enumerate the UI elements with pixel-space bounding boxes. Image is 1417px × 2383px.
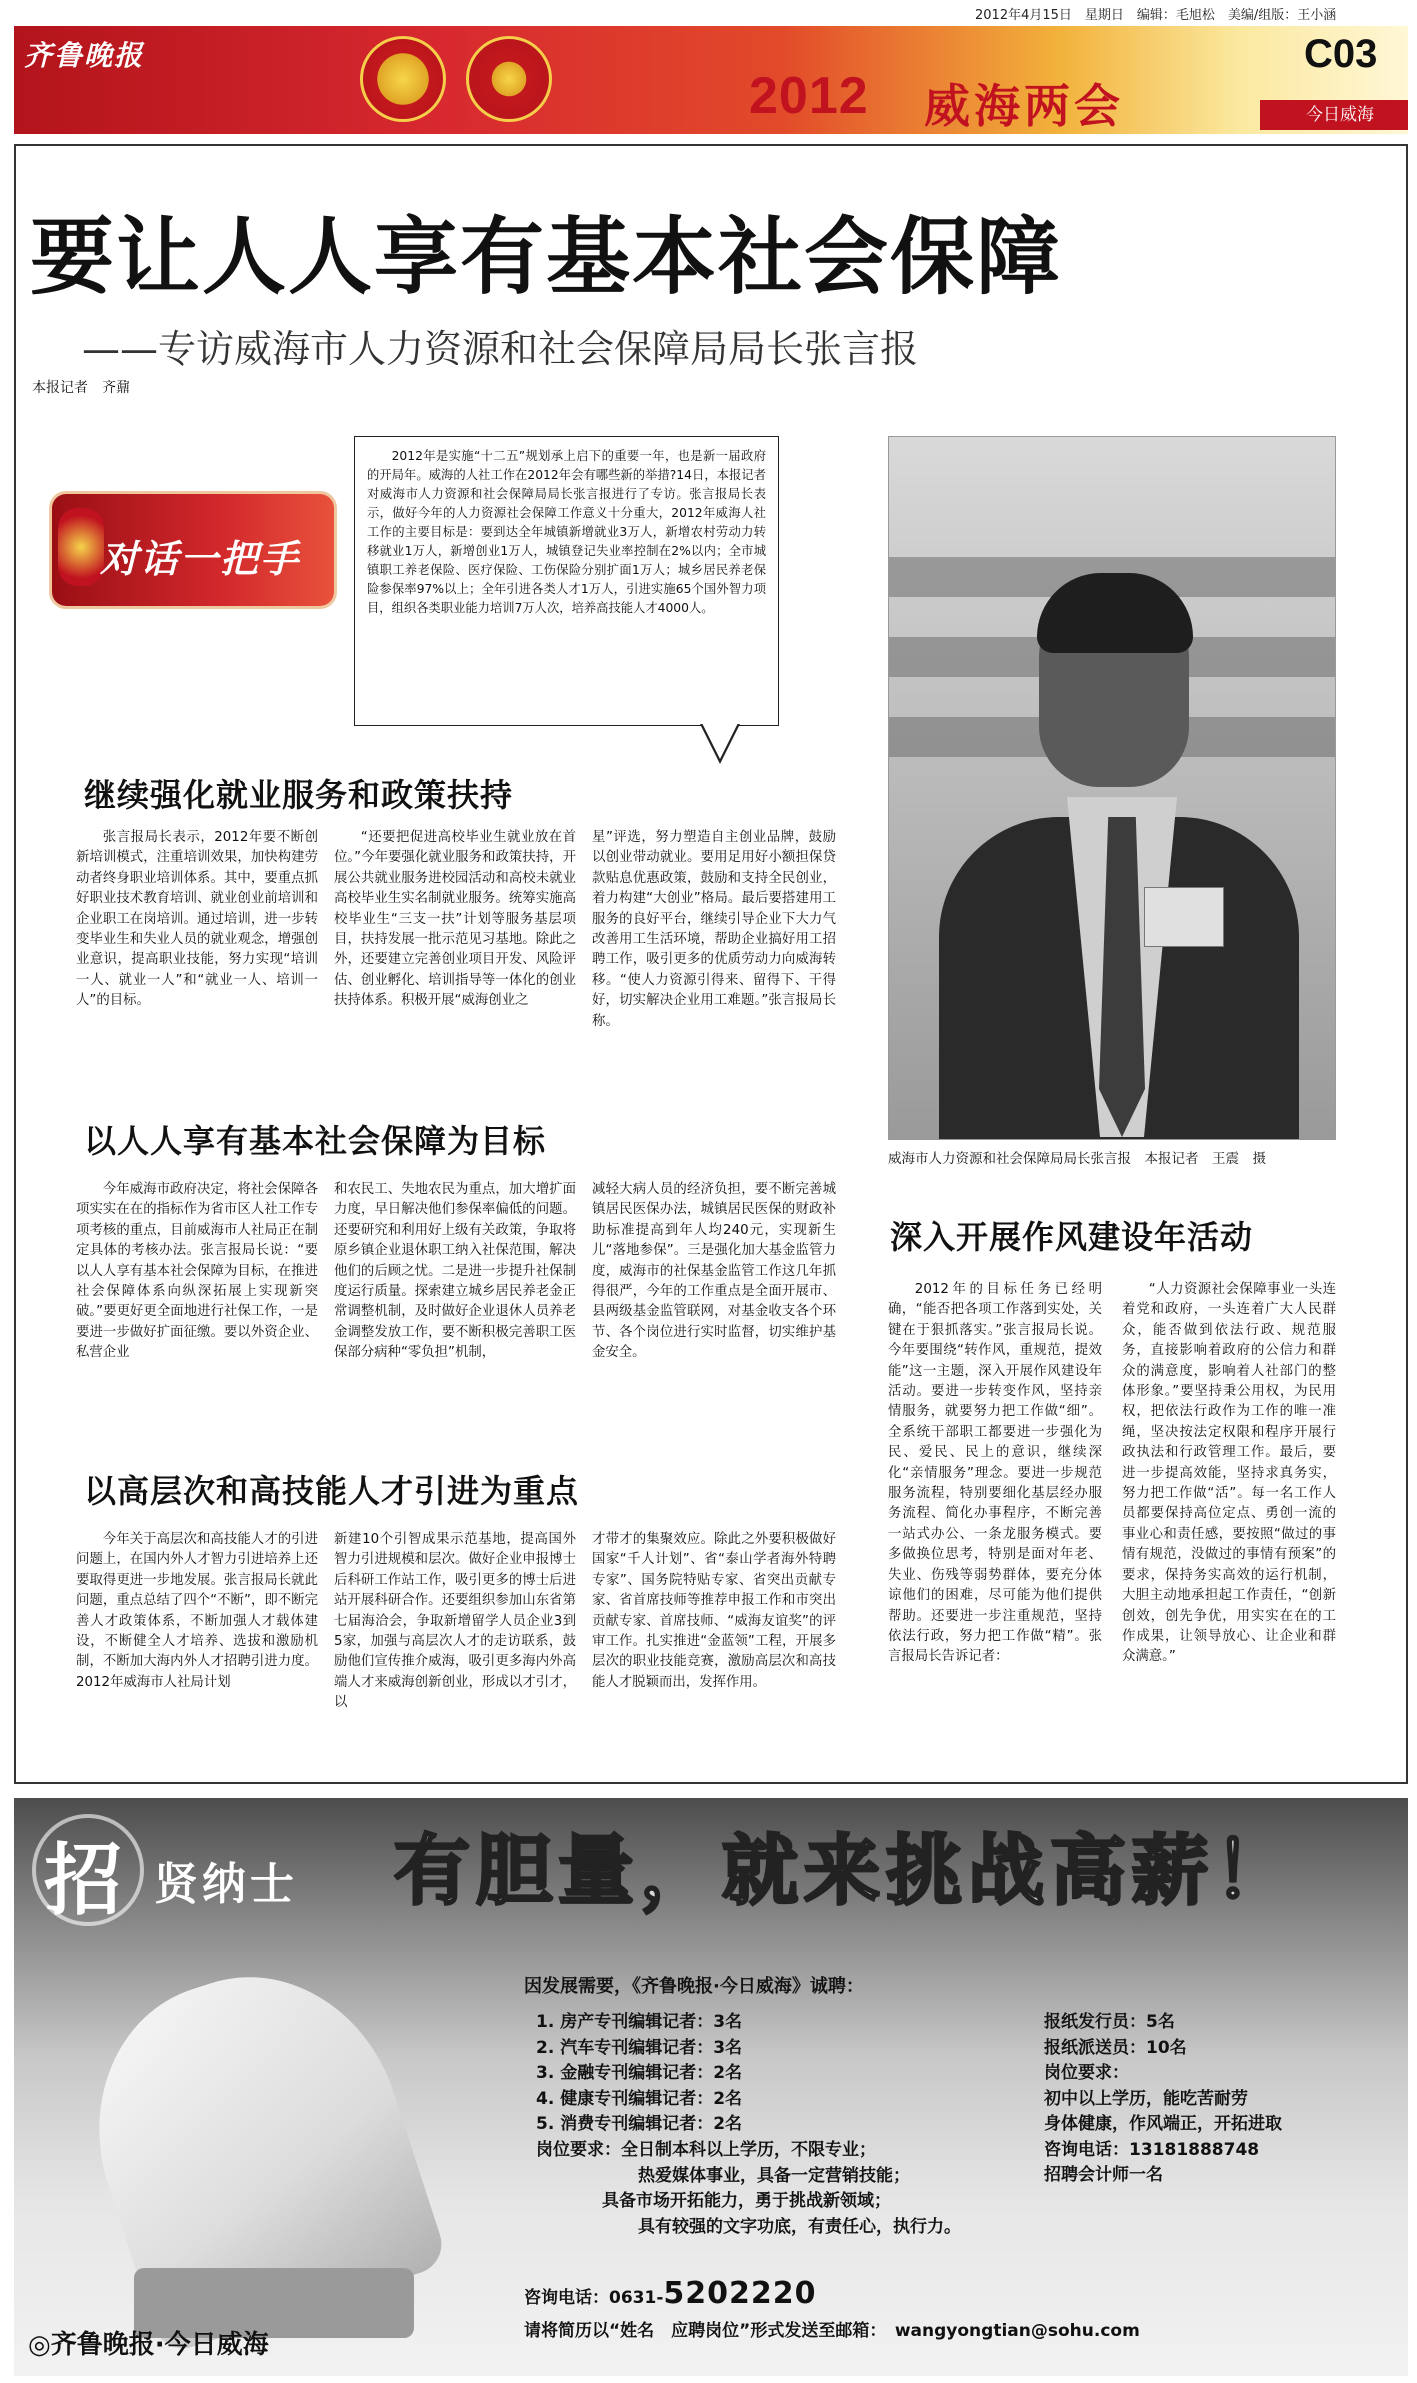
position-item: 3. 金融专刊编辑记者：2名 xyxy=(536,2063,743,2083)
lead-box: 2012年是实施“十二五”规划承上启下的重要一年，也是新一届政府的开局年。威海的人社工作在2012年会有哪些新的举措?14日，本报记者对威海市人力资源和社会保障局局长张言报进行了专访。张言报局长表示，做好今年的人力资源社会保障工作意义十分重大，2012年威海人社工作的主要目标是：要到达全年城镇新增就业3万人，新增农村劳动力转移就业1万人，新增创业1万人，城镇登记失业率控制在2%以内；全市城镇职工养老保险、医疗保险、工伤保险分别扩面1万人；城乡居民养老保险参保率97%以上；全年引进各类人才1万人，引进实施65个国外智力项目，组织各类职业能力培训7万人次，培养高技能人才4000人。 xyxy=(354,436,779,726)
byline: 本报记者 齐鼐 xyxy=(32,380,130,396)
position-item: 1. 房产专刊编辑记者：3名 xyxy=(536,2012,743,2032)
subheadline: ——专访威海市人力资源和社会保障局局长张言报 xyxy=(82,327,919,371)
photo-caption: 威海市人力资源和社会保障局局长张言报 本报记者 王震 摄 xyxy=(888,1151,1266,1167)
contact-email: 请将简历以“姓名 应聘岗位”形式发送至邮箱： wangyongtian@sohu.com xyxy=(524,2321,1140,2341)
section-heading: 继续强化就业服务和政策扶持 xyxy=(84,776,514,814)
requirements-label: 岗位要求： xyxy=(536,2140,621,2160)
footer-logo xyxy=(28,2324,269,2361)
article-column: 才带才的集聚效应。除此之外要积极做好国家“千人计划”、省“泰山学者海外特聘专家”、国务院特贴专家、省突出贡献专家、省首席技师等推荐申报工作和市突出贡献专家、首席技师、“威海友谊奖”的评审工作。扎实推进“金蓝领”工程，开展多层次的职业技能竞赛，激励高层次和高技能人才脱颖而出，发挥作用。 xyxy=(592,1532,836,1690)
headline: 要让人人享有基本社会保障 xyxy=(30,208,1063,306)
section-heading: 以人人享有基本社会保障为目标 xyxy=(84,1122,547,1160)
contact-phone xyxy=(524,2276,817,2311)
distribution-item: 招聘会计师一名 xyxy=(1044,2165,1163,2185)
footer-logo-icon: ◎ xyxy=(28,2330,51,2360)
requirement-item: 热爱媒体事业，具备一定营销技能； xyxy=(638,2165,910,2186)
requirement-item: 具备市场开拓能力，勇于挑战新领域； xyxy=(602,2191,891,2211)
distribution-item: 报纸发行员：5名 xyxy=(1044,2012,1175,2032)
speech-bubble-tail-fill xyxy=(702,723,738,759)
page-banner xyxy=(14,26,1408,134)
ad-intro: 因发展需要，《齐鲁晚报·今日威海》诚聘： xyxy=(524,1976,864,1997)
article-column: 2012年的目标任务已经明确，“能否把各项工作落到实处，关键在于狠抓落实。”张言报局长说。今年要围绕“转作风，重规范，提效能”这一主题，深入开展作风建设年活动。要进一步转变作风，坚持亲情服务，就要努力把工作做“细”。全系统干部职工都要进一步强化为民、爱民、民上的意识，继续深化“亲情服务”理念。要进一步规范服务流程，特别要细化基层经办服务流程、简化办事程序，不断完善一站式办公、一条龙服务模式。要多做换位思考，特别是面对年老、失业、伤残等弱势群体，要充分体谅他们的困难，尽可能为他们提供帮助。还要进一步注重规范，坚持依法行政，努力把工作做“精”。张言报局长告诉记者： xyxy=(888,1282,1102,1665)
distribution-item: 身体健康，作风端正，开拓进取 xyxy=(1044,2114,1282,2134)
national-emblem-icon xyxy=(360,36,446,122)
article-column: “还要把促进高校毕业生就业放在首位。”今年要强化就业服务和政策扶持，开展公共就业服务进校园活动和高校未就业高校毕业生实名制就业服务。统筹实施高校毕业生“三支一扶”计划等服务基层项目，扶持发展一批示范见习基地。除此之外，还要建立完善创业项目开发、风险评估、创业孵化、培训指导等一体化的创业扶持体系。积极开展“威海创业之 xyxy=(334,830,576,1009)
requirement-item: 全日制本科以上学历，不限专业； xyxy=(621,2140,876,2160)
distribution-item: 岗位要求： xyxy=(1044,2063,1129,2083)
page-meta: 2012年4月15日 星期日 编辑：毛旭松 美编/组版：王小涵 xyxy=(975,8,1337,23)
article-column: 和农民工、失地农民为重点，加大增扩面力度，早日解决他们参保率偏低的问题。还要研究和利用好上级有关政策，争取将原乡镇企业退休职工纳入社保范围，解决他们的后顾之忧。二是进一步提升社保制度运行质量。探索建立城乡居民养老金正常调整机制，及时做好企业退休人员养老金调整发放工作，要不断积极完善职工医保部分病种“零负担”机制， xyxy=(334,1182,576,1361)
banner-year: 2012 xyxy=(749,67,869,125)
ad-slogan: 有胆量，就来挑战高薪！ xyxy=(394,1826,1296,1915)
distribution-positions xyxy=(1044,2010,1282,2189)
article-column: 今年关于高层次和高技能人才的引进问题上，在国内外人才智力引进培养上还要取得更进一步地发展。张言报局长就此问题，重点总结了四个“不断”，即不断完善人才政策体系，不断加强人才载体建设，不断健全人才培养、选拔和激励机制，不断加大海内外人才招聘引进力度。2012年威海市人社局计划 xyxy=(76,1532,318,1690)
emblem-icon xyxy=(58,508,104,586)
article-column: 星”评选，努力塑造自主创业品牌，鼓励以创业带动就业。要用足用好小额担保贷款贴息优惠政策，鼓励和支持全民创业，着力构建“大创业”格局。最后要搭建用工服务的良好平台，继续引导企业下大力气改善用工生活环境，帮助企业搞好用工招聘工作，吸引更多的优质劳动力向威海转移。“使人力资源引得来、留得下、干得好，切实解决企业用工难题。”张言报局长称。 xyxy=(592,830,836,1029)
ad-title: 贤纳士 xyxy=(154,1859,298,1910)
recruitment-ad xyxy=(14,1798,1408,2376)
section-heading: 深入开展作风建设年活动 xyxy=(890,1218,1254,1256)
distribution-item: 初中以上学历，能吃苦耐劳 xyxy=(1044,2088,1248,2109)
paper-logo: 齐鲁晚报 xyxy=(24,39,145,72)
cppcc-emblem-icon xyxy=(466,36,552,122)
position-item: 4. 健康专刊编辑记者：2名 xyxy=(536,2088,743,2109)
article-column: 张言报局长表示，2012年要不断创新培训模式，注重培训效果，加快构建劳动者终身职业培训体系。其中，要重点抓好职业技术教育培训、就业创业前培训和企业职工在岗培训。通过培训，进一步转变毕业生和失业人员的就业观念，增强创业意识，提高职业技能，努力实现“培训一人、就业一人”和“就业一人、培训一人”的目标。 xyxy=(76,830,318,1009)
position-item: 2. 汽车专刊编辑记者：3名 xyxy=(536,2037,743,2058)
section-heading: 以高层次和高技能人才引进为重点 xyxy=(84,1472,580,1510)
position-item: 5. 消费专刊编辑记者：2名 xyxy=(536,2114,743,2134)
distribution-item: 咨询电话：13181888748 xyxy=(1044,2139,1260,2160)
banner-title: 威海两会 xyxy=(924,79,1124,133)
portrait-photo xyxy=(888,436,1336,1140)
position-list xyxy=(536,2010,742,2138)
distribution-item: 报纸派送员：10名 xyxy=(1044,2037,1187,2058)
page-code: C03 xyxy=(1304,32,1378,76)
requirements xyxy=(536,2138,961,2240)
ad-zhao-char: 招 xyxy=(44,1835,123,1926)
article-column: 减轻大病人员的经济负担，要不断完善城镇居民医保办法，城镇居民医保的财政补助标准提高到年人均240元，实现新生儿“落地参保”。三是强化加大基金监管力度，威海市的社保基金监管工作这几年抓得很严，今年的工作重点是全面开展市、县两级基金监管联网，对基金收支各个环节、各个岗位进行实时监督，切实维护基金安全。 xyxy=(592,1182,836,1361)
article-column: “人力资源社会保障事业一头连着党和政府，一头连着广大人民群众，能否做到依法行政、规范服务，直接影响着政府的公信力和群众的满意度，影响着人社部门的整体形象。”要坚持秉公用权，为民用权，把依法行政作为工作的唯一准绳，坚决按法定权限和程序开展行政执法和行政管理工作。最后，要进一步提高效能，坚持求真务实，努力把工作做“活”。每一名工作人员都要保持高位定点、勇创一流的事业心和责任感，要按照“做过的事情有规范，没做过的事情有预案”的要求，保持务实高效的运行机制，大胆主动地承担起工作责任，“创新创效，创先争优，用实实在在的工作成果，让领导放心、让企业和群众满意。” xyxy=(1122,1282,1336,1665)
section-tag: 今日威海 xyxy=(1260,100,1408,130)
phone-number: 5202220 xyxy=(663,2276,817,2311)
column-logo-text: 对话一把手 xyxy=(100,537,301,581)
article-column: 新建10个引智成果示范基地，提高国外智力引进规模和层次。做好企业申报博士后科研工作站工作，吸引更多的博士后进站开展科研合作。还要组织参加山东省第七届海洽会，争取新增留学人员企业3到5家，加强与高层次人才的走访联系，鼓励他们宣传推介威海，吸引更多海内外高端人才来威海创新创业，形成以才引才，以 xyxy=(334,1532,576,1711)
footer-logo-sub: ·今日威海 xyxy=(154,2330,269,2360)
footer-logo-text: 齐鲁晚报 xyxy=(50,2330,155,2360)
phone-label: 咨询电话：0631- xyxy=(524,2288,664,2308)
portrait-badge xyxy=(1144,887,1224,947)
requirement-item: 具有较强的文字功底，有责任心，执行力。 xyxy=(638,2216,961,2237)
article-column: 今年威海市政府决定，将社会保障各项实实在在的指标作为省市区人社工作专项考核的重点，目前威海市人社局正在制定具体的考核办法。张言报局长说：“要以人人享有基本社会保障为目标，在推进社会保障体系向纵深拓展上实现新突破。”要更好更全面地进行社保工作，一是要进一步做好扩面征缴。要以外资企业、私营企业 xyxy=(76,1182,318,1361)
